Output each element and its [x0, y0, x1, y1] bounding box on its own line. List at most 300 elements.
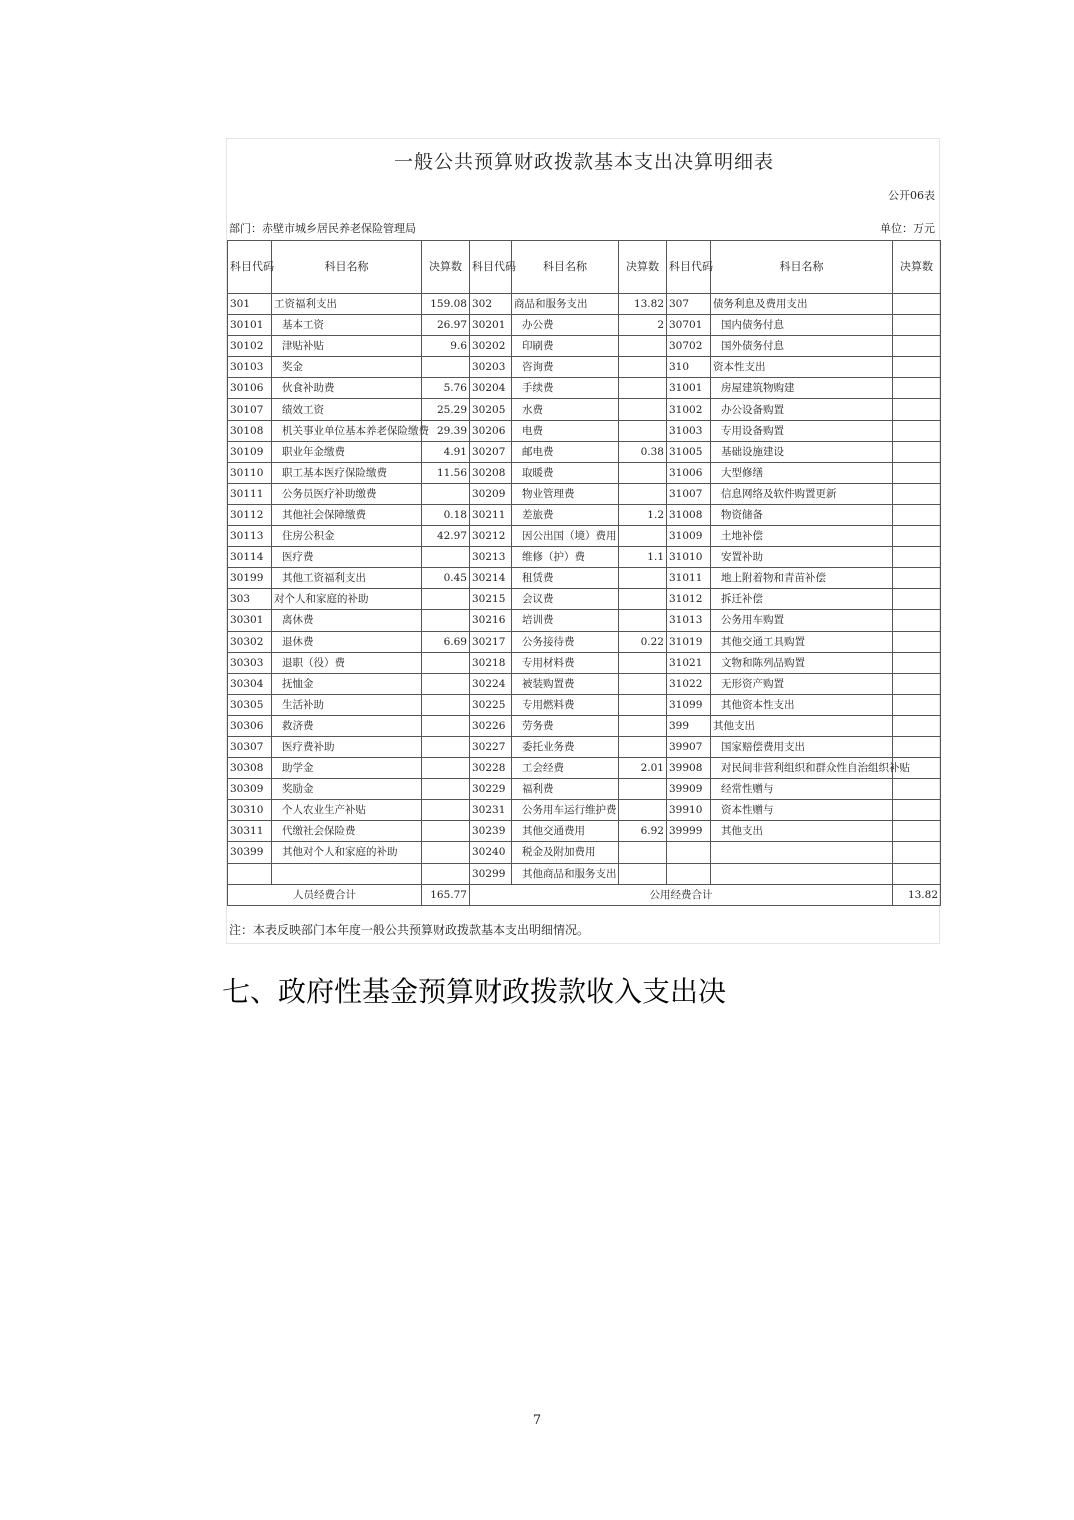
item-name-cell: 取暖费: [512, 462, 619, 483]
item-name-cell: 专用材料费: [512, 652, 619, 673]
amount-cell: 5.76: [422, 378, 470, 399]
table-row: [228, 863, 941, 884]
amount-cell: [893, 357, 941, 378]
amount-cell: [422, 821, 470, 842]
amount-cell: [893, 294, 941, 315]
item-code-cell: 31002: [667, 399, 711, 420]
item-name-cell: 公务用车购置: [711, 610, 893, 631]
item-code-cell: 30306: [228, 715, 272, 736]
table-row: [228, 294, 941, 315]
item-name-cell: 资本性赠与: [711, 800, 893, 821]
item-code-cell: 30229: [470, 779, 512, 800]
item-code-cell: 30216: [470, 610, 512, 631]
amount-cell: [619, 610, 667, 631]
amount-cell: [893, 694, 941, 715]
item-code-cell: 30299: [470, 863, 512, 884]
amount-cell: [619, 779, 667, 800]
amount-cell: [422, 694, 470, 715]
item-name-cell: 公务员医疗补助缴费: [272, 483, 422, 504]
item-name-cell: 物业管理费: [512, 483, 619, 504]
header-cell: 科目代码: [667, 241, 711, 294]
item-code-cell: 30218: [470, 652, 512, 673]
table-row: [228, 694, 941, 715]
item-code-cell: 30215: [470, 589, 512, 610]
amount-cell: [422, 610, 470, 631]
item-name-cell: 因公出国（境）费用: [512, 526, 619, 547]
item-code-cell: 30309: [228, 779, 272, 800]
amount-cell: [893, 863, 941, 884]
department-label: 部门：赤壁市城乡居民养老保险管理局: [229, 222, 416, 235]
item-name-cell: 助学金: [272, 758, 422, 779]
item-code-cell: 31009: [667, 526, 711, 547]
table-row: [228, 673, 941, 694]
item-name-cell: 无形资产购置: [711, 673, 893, 694]
amount-cell: 13.82: [619, 294, 667, 315]
amount-cell: [893, 315, 941, 336]
amount-cell: [893, 462, 941, 483]
item-name-cell: 代缴社会保险费: [272, 821, 422, 842]
item-name-cell: 咨询费: [512, 357, 619, 378]
item-name-cell: 救济费: [272, 715, 422, 736]
item-name-cell: 工会经费: [512, 758, 619, 779]
amount-cell: [893, 631, 941, 652]
unit-label: 单位：万元: [880, 222, 935, 235]
item-code-cell: 30301: [228, 610, 272, 631]
item-code-cell: 30304: [228, 673, 272, 694]
header-cell: 决算数: [422, 241, 470, 294]
item-name-cell: 国家赔偿费用支出: [711, 736, 893, 757]
amount-cell: 2.01: [619, 758, 667, 779]
item-name-cell: 水费: [512, 399, 619, 420]
item-name-cell: 公务接待费: [512, 631, 619, 652]
item-code-cell: 302: [470, 294, 512, 315]
item-code-cell: 30204: [470, 378, 512, 399]
table-row: [228, 842, 941, 863]
table-row: [228, 504, 941, 525]
item-name-cell: 基础设施建设: [711, 441, 893, 462]
item-name-cell: 经常性赠与: [711, 779, 893, 800]
item-code-cell: 303: [228, 589, 272, 610]
item-code-cell: 31011: [667, 568, 711, 589]
item-code-cell: 30102: [228, 336, 272, 357]
amount-cell: 25.29: [422, 399, 470, 420]
table-row: [228, 715, 941, 736]
item-code-cell: 30209: [470, 483, 512, 504]
item-name-cell: 医疗费: [272, 547, 422, 568]
amount-cell: [893, 715, 941, 736]
item-name-cell: 生活补助: [272, 694, 422, 715]
item-name-cell: 离休费: [272, 610, 422, 631]
amount-cell: [422, 779, 470, 800]
amount-cell: [893, 504, 941, 525]
item-code-cell: 31021: [667, 652, 711, 673]
item-code-cell: 30201: [470, 315, 512, 336]
item-name-cell: 手续费: [512, 378, 619, 399]
header-cell: 决算数: [893, 241, 941, 294]
item-name-cell: 大型修缮: [711, 462, 893, 483]
amount-cell: [893, 610, 941, 631]
public-total-label: 公用经费合计: [470, 884, 893, 905]
table-title: 一般公共预算财政拨款基本支出决算明细表: [393, 151, 774, 173]
item-name-cell: 劳务费: [512, 715, 619, 736]
item-code-cell: 31019: [667, 631, 711, 652]
amount-cell: 26.97: [422, 315, 470, 336]
table-row: [228, 547, 941, 568]
item-code-cell: 39910: [667, 800, 711, 821]
amount-cell: 1.1: [619, 547, 667, 568]
item-name-cell: 医疗费补助: [272, 736, 422, 757]
item-code-cell: 301: [228, 294, 272, 315]
header-cell: 科目代码: [228, 241, 272, 294]
item-name-cell: [711, 863, 893, 884]
table-row: [228, 526, 941, 547]
form-code: 公开06表: [888, 189, 935, 202]
item-name-cell: 其他资本性支出: [711, 694, 893, 715]
amount-cell: [619, 736, 667, 757]
amount-cell: [893, 336, 941, 357]
item-name-cell: 机关事业单位基本养老保险缴费: [272, 420, 422, 441]
item-name-cell: 其他支出: [711, 821, 893, 842]
item-code-cell: 39999: [667, 821, 711, 842]
amount-cell: [619, 483, 667, 504]
item-name-cell: 资本性支出: [711, 357, 893, 378]
item-code-cell: 30240: [470, 842, 512, 863]
header-cell: 科目名称: [512, 241, 619, 294]
item-name-cell: 委托业务费: [512, 736, 619, 757]
table-row: [228, 758, 941, 779]
amount-cell: [619, 652, 667, 673]
item-name-cell: 被装购置费: [512, 673, 619, 694]
table-row: [228, 441, 941, 462]
personnel-total-label: 人员经费合计: [228, 884, 422, 905]
amount-cell: 42.97: [422, 526, 470, 547]
amount-cell: [422, 357, 470, 378]
amount-cell: [893, 821, 941, 842]
item-code-cell: 39908: [667, 758, 711, 779]
amount-cell: [893, 378, 941, 399]
item-name-cell: 差旅费: [512, 504, 619, 525]
item-name-cell: 文物和陈列品购置: [711, 652, 893, 673]
amount-cell: [619, 420, 667, 441]
item-code-cell: [667, 842, 711, 863]
page-number: 7: [532, 1413, 542, 1428]
amount-cell: [619, 673, 667, 694]
item-name-cell: 物资储备: [711, 504, 893, 525]
item-code-cell: 30211: [470, 504, 512, 525]
expenditure-detail-table: [227, 240, 941, 906]
table-row: [228, 568, 941, 589]
amount-cell: 0.38: [619, 441, 667, 462]
item-code-cell: 30203: [470, 357, 512, 378]
table-row: [228, 589, 941, 610]
amount-cell: [422, 800, 470, 821]
item-code-cell: 30702: [667, 336, 711, 357]
item-name-cell: 国内债务付息: [711, 315, 893, 336]
item-code-cell: 30399: [228, 842, 272, 863]
amount-cell: [422, 758, 470, 779]
header-cell: 科目名称: [711, 241, 893, 294]
item-code-cell: 30214: [470, 568, 512, 589]
item-name-cell: 办公费: [512, 315, 619, 336]
amount-cell: [619, 462, 667, 483]
amount-cell: [422, 863, 470, 884]
item-name-cell: 退休费: [272, 631, 422, 652]
item-code-cell: 30305: [228, 694, 272, 715]
table-row: [228, 736, 941, 757]
item-code-cell: 30202: [470, 336, 512, 357]
header-cell: 科目代码: [470, 241, 512, 294]
item-code-cell: 30224: [470, 673, 512, 694]
amount-cell: [893, 547, 941, 568]
amount-cell: [619, 842, 667, 863]
item-code-cell: [667, 863, 711, 884]
amount-cell: [893, 420, 941, 441]
item-code-cell: 31010: [667, 547, 711, 568]
item-code-cell: 30302: [228, 631, 272, 652]
item-name-cell: 对民间非营利组织和群众性自治组织补贴: [711, 758, 893, 779]
item-name-cell: 职工基本医疗保险缴费: [272, 462, 422, 483]
budget-table-image: [226, 138, 940, 944]
item-name-cell: 会议费: [512, 589, 619, 610]
item-name-cell: 工资福利支出: [272, 294, 422, 315]
amount-cell: 11.56: [422, 462, 470, 483]
amount-cell: 6.69: [422, 631, 470, 652]
item-name-cell: [272, 863, 422, 884]
item-name-cell: 个人农业生产补贴: [272, 800, 422, 821]
item-code-cell: 30228: [470, 758, 512, 779]
table-row: [228, 378, 941, 399]
item-name-cell: 债务利息及费用支出: [711, 294, 893, 315]
header-cell: 决算数: [619, 241, 667, 294]
amount-cell: [422, 547, 470, 568]
item-name-cell: 办公设备购置: [711, 399, 893, 420]
item-code-cell: 30311: [228, 821, 272, 842]
item-name-cell: 职业年金缴费: [272, 441, 422, 462]
amount-cell: 159.08: [422, 294, 470, 315]
amount-cell: [893, 736, 941, 757]
item-name-cell: 专用设备购置: [711, 420, 893, 441]
item-code-cell: 30108: [228, 420, 272, 441]
item-name-cell: 其他交通费用: [512, 821, 619, 842]
amount-cell: [422, 483, 470, 504]
item-code-cell: 30112: [228, 504, 272, 525]
amount-cell: [619, 715, 667, 736]
item-code-cell: 30109: [228, 441, 272, 462]
item-code-cell: 30107: [228, 399, 272, 420]
table-row: [228, 462, 941, 483]
amount-cell: [619, 568, 667, 589]
item-code-cell: 30227: [470, 736, 512, 757]
header-cell: 科目名称: [272, 241, 422, 294]
item-name-cell: 其他对个人和家庭的补助: [272, 842, 422, 863]
amount-cell: [619, 526, 667, 547]
item-name-cell: 绩效工资: [272, 399, 422, 420]
item-code-cell: 31008: [667, 504, 711, 525]
item-name-cell: 房屋建筑物购建: [711, 378, 893, 399]
item-name-cell: 电费: [512, 420, 619, 441]
item-code-cell: 30231: [470, 800, 512, 821]
item-code-cell: 30103: [228, 357, 272, 378]
table-header-row: [228, 241, 941, 294]
item-code-cell: 30114: [228, 547, 272, 568]
item-code-cell: 30701: [667, 315, 711, 336]
amount-cell: [893, 589, 941, 610]
amount-cell: [422, 715, 470, 736]
table-row: [228, 315, 941, 336]
table-row: [228, 800, 941, 821]
amount-cell: [619, 378, 667, 399]
item-code-cell: 30101: [228, 315, 272, 336]
item-code-cell: 30226: [470, 715, 512, 736]
amount-cell: [893, 399, 941, 420]
item-code-cell: 30199: [228, 568, 272, 589]
personnel-total-value: 165.77: [422, 884, 470, 905]
item-name-cell: 地上附着物和青苗补偿: [711, 568, 893, 589]
item-name-cell: 安置补助: [711, 547, 893, 568]
item-name-cell: 其他交通工具购置: [711, 631, 893, 652]
amount-cell: [422, 673, 470, 694]
item-name-cell: 公务用车运行维护费: [512, 800, 619, 821]
amount-cell: [422, 589, 470, 610]
totals-row: [228, 884, 941, 905]
table-row: [228, 420, 941, 441]
item-code-cell: 30217: [470, 631, 512, 652]
item-code-cell: 30213: [470, 547, 512, 568]
item-name-cell: 基本工资: [272, 315, 422, 336]
item-code-cell: 30208: [470, 462, 512, 483]
item-name-cell: 津贴补贴: [272, 336, 422, 357]
amount-cell: [422, 736, 470, 757]
item-name-cell: 其他支出: [711, 715, 893, 736]
table-row: [228, 483, 941, 504]
item-name-cell: 土地补偿: [711, 526, 893, 547]
item-code-cell: 307: [667, 294, 711, 315]
item-name-cell: 其他工资福利支出: [272, 568, 422, 589]
item-code-cell: 30207: [470, 441, 512, 462]
item-code-cell: 30113: [228, 526, 272, 547]
item-code-cell: 310: [667, 357, 711, 378]
item-code-cell: 39909: [667, 779, 711, 800]
amount-cell: [893, 526, 941, 547]
item-code-cell: 30206: [470, 420, 512, 441]
item-name-cell: 专用燃料费: [512, 694, 619, 715]
item-code-cell: 31013: [667, 610, 711, 631]
item-code-cell: 31005: [667, 441, 711, 462]
amount-cell: [893, 673, 941, 694]
amount-cell: [893, 483, 941, 504]
amount-cell: 0.45: [422, 568, 470, 589]
item-code-cell: 31007: [667, 483, 711, 504]
item-code-cell: 30110: [228, 462, 272, 483]
item-code-cell: 399: [667, 715, 711, 736]
item-name-cell: 培训费: [512, 610, 619, 631]
amount-cell: [893, 842, 941, 863]
amount-cell: [422, 652, 470, 673]
item-code-cell: 39907: [667, 736, 711, 757]
amount-cell: [893, 800, 941, 821]
item-name-cell: 维修（护）费: [512, 547, 619, 568]
amount-cell: [893, 652, 941, 673]
table-row: [228, 652, 941, 673]
item-name-cell: 其他社会保障缴费: [272, 504, 422, 525]
amount-cell: 2: [619, 315, 667, 336]
item-code-cell: 30205: [470, 399, 512, 420]
amount-cell: [893, 568, 941, 589]
item-name-cell: 信息网络及软件购置更新: [711, 483, 893, 504]
item-name-cell: 税金及附加费用: [512, 842, 619, 863]
item-name-cell: 商品和服务支出: [512, 294, 619, 315]
item-name-cell: 奖金: [272, 357, 422, 378]
item-code-cell: 30308: [228, 758, 272, 779]
section-heading: 七、政府性基金预算财政拨款收入支出决: [222, 975, 727, 1008]
item-code-cell: 30106: [228, 378, 272, 399]
amount-cell: [619, 399, 667, 420]
item-code-cell: 30225: [470, 694, 512, 715]
item-name-cell: 对个人和家庭的补助: [272, 589, 422, 610]
item-code-cell: 31006: [667, 462, 711, 483]
item-code-cell: 30212: [470, 526, 512, 547]
amount-cell: 29.39: [422, 420, 470, 441]
item-code-cell: 30111: [228, 483, 272, 504]
item-code-cell: [228, 863, 272, 884]
item-name-cell: 抚恤金: [272, 673, 422, 694]
item-code-cell: 31012: [667, 589, 711, 610]
public-total-value: 13.82: [893, 884, 941, 905]
amount-cell: [893, 441, 941, 462]
amount-cell: [619, 694, 667, 715]
table-row: [228, 610, 941, 631]
amount-cell: [619, 800, 667, 821]
item-name-cell: 国外债务付息: [711, 336, 893, 357]
item-name-cell: 邮电费: [512, 441, 619, 462]
amount-cell: [619, 357, 667, 378]
amount-cell: [619, 589, 667, 610]
item-code-cell: 31001: [667, 378, 711, 399]
amount-cell: 9.6: [422, 336, 470, 357]
amount-cell: 6.92: [619, 821, 667, 842]
amount-cell: [619, 863, 667, 884]
item-name-cell: 拆迁补偿: [711, 589, 893, 610]
item-code-cell: 30310: [228, 800, 272, 821]
item-code-cell: 30307: [228, 736, 272, 757]
item-name-cell: 租赁费: [512, 568, 619, 589]
item-name-cell: [711, 842, 893, 863]
table-row: [228, 779, 941, 800]
amount-cell: [619, 336, 667, 357]
item-code-cell: 30303: [228, 652, 272, 673]
item-name-cell: 退职（役）费: [272, 652, 422, 673]
item-name-cell: 住房公积金: [272, 526, 422, 547]
table-row: [228, 821, 941, 842]
item-code-cell: 31099: [667, 694, 711, 715]
item-name-cell: 印刷费: [512, 336, 619, 357]
item-code-cell: 31003: [667, 420, 711, 441]
amount-cell: [893, 779, 941, 800]
table-note: 注：本表反映部门本年度一般公共预算财政拨款基本支出明细情况。: [229, 923, 590, 937]
amount-cell: 0.22: [619, 631, 667, 652]
item-name-cell: 伙食补助费: [272, 378, 422, 399]
table-row: [228, 357, 941, 378]
amount-cell: 0.18: [422, 504, 470, 525]
table-row: [228, 336, 941, 357]
item-name-cell: 其他商品和服务支出: [512, 863, 619, 884]
amount-cell: 1.2: [619, 504, 667, 525]
item-code-cell: 30239: [470, 821, 512, 842]
item-code-cell: 31022: [667, 673, 711, 694]
amount-cell: 4.91: [422, 441, 470, 462]
item-name-cell: 福利费: [512, 779, 619, 800]
table-row: [228, 631, 941, 652]
